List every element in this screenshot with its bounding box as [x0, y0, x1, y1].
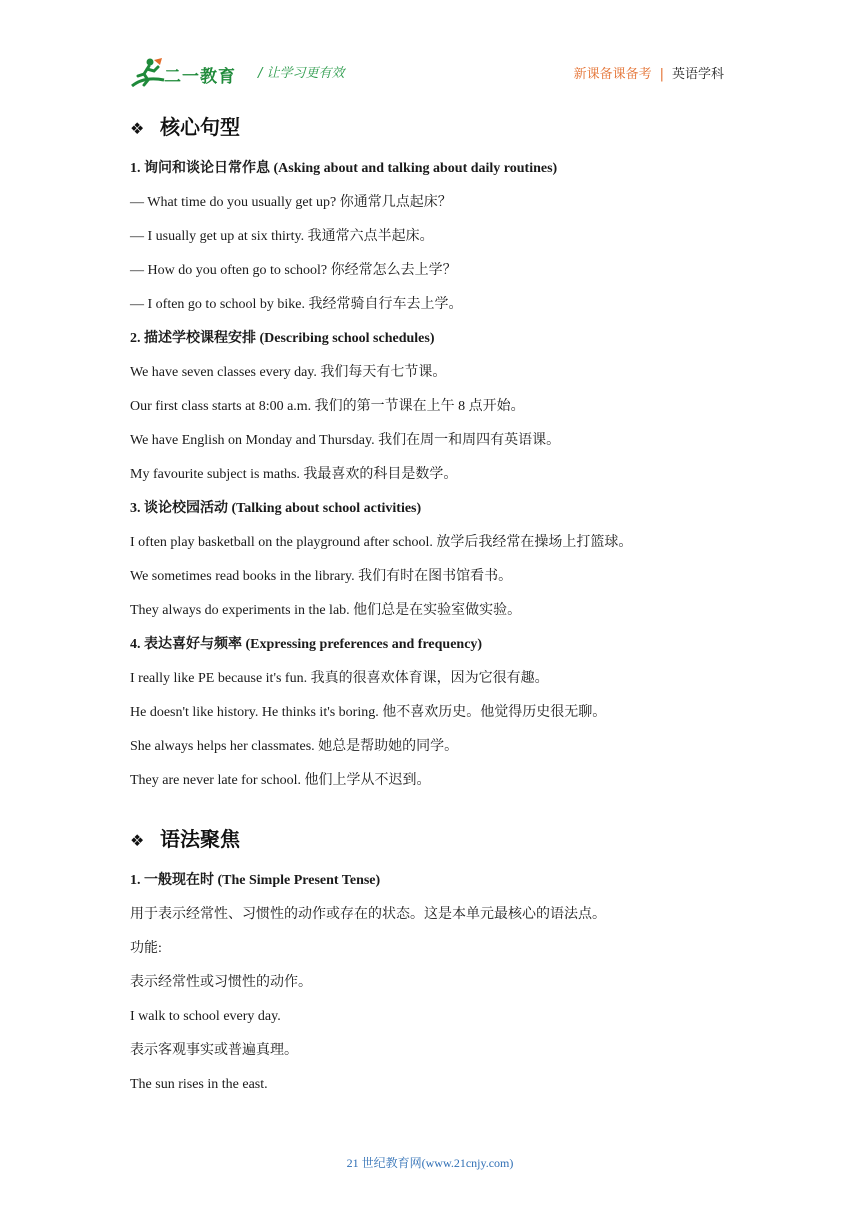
subsection-heading: 4. 表达喜好与频率 (Expressing preferences and frequency): [130, 637, 483, 652]
example-sentence: We have seven classes every day. 我们每天有七节课。: [130, 365, 447, 380]
brand-logo: [130, 56, 242, 90]
header-subject: [574, 63, 724, 82]
example-sentence: — I often go to school by bike. 我经常骑自行车去上学。: [130, 297, 463, 312]
subsection-heading: 3. 谈论校园活动 (Talking about school activities): [130, 501, 422, 516]
logo-text: 二一教育: [164, 67, 236, 87]
slogan: / 让学习更有效: [258, 66, 345, 81]
example-sentence: — I usually get up at six thirty. 我通常六点半起床。: [130, 229, 434, 244]
example-sentence: — What time do you usually get up? 你通常几点起床？: [130, 195, 452, 210]
diamond-bullet-icon: ❖: [130, 831, 145, 850]
section-title-text: 语法聚焦: [160, 827, 240, 851]
diamond-bullet-icon: ❖: [130, 119, 145, 138]
example-sentence: — How do you often go to school? 你经常怎么去上学？: [130, 263, 457, 278]
header-subject-label: 英语学科: [671, 67, 724, 82]
example-sentence: We sometimes read books in the library. 我们有时在图书馆看书。: [130, 569, 513, 584]
example-sentence: Our first class starts at 8:00 a.m. 我们的第一节课在上午 8 点开始。: [130, 399, 525, 414]
example-sentence: We have English on Monday and Thursday. 我们在周一和周四有英语课。: [130, 433, 561, 448]
runner-logo-icon: [130, 56, 166, 90]
subsection-heading: 1. 一般现在时 (The Simple Present Tense): [130, 873, 381, 888]
example-sentence: 功能:: [130, 941, 162, 956]
example-sentence: They always do experiments in the lab. 他们总是在实验室做实验。: [130, 603, 522, 618]
header-course-label: 新课备课备考: [573, 67, 652, 82]
section-title-text: 核心句型: [160, 115, 240, 139]
example-sentence: They are never late for school. 他们上学从不迟到。: [130, 773, 431, 788]
section-spacer: [130, 798, 730, 824]
section-title: [130, 112, 730, 142]
page-footer: 21 世纪教育网(www.21cnjy.com): [346, 1156, 514, 1170]
example-sentence: 表示客观事实或普遍真理。: [130, 1043, 298, 1058]
example-sentence: My favourite subject is maths. 我最喜欢的科目是数学。: [130, 467, 458, 482]
example-sentence: He doesn't like history. He thinks it's boring. 他不喜欢历史。他觉得历史很无聊。: [130, 705, 607, 720]
page-header: [130, 56, 730, 90]
example-sentence: She always helps her classmates. 她总是帮助她的同学。: [130, 739, 459, 754]
section-title: [130, 824, 730, 854]
example-sentence: The sun rises in the east.: [130, 1077, 268, 1092]
subsection-heading: 2. 描述学校课程安排 (Describing school schedules): [130, 331, 435, 346]
example-sentence: I walk to school every day.: [130, 1009, 281, 1024]
example-sentence: 用于表示经常性、习惯性的动作或存在的状态。这是本单元最核心的语法点。: [130, 907, 606, 922]
subsection-heading: 1. 询问和谈论日常作息 (Asking about and talking about daily routines): [130, 161, 558, 176]
example-sentence: I really like PE because it's fun. 我真的很喜欢体育课，因为它很有趣。: [130, 671, 549, 686]
document-body: [130, 112, 730, 1102]
example-sentence: 表示经常性或习惯性的动作。: [130, 975, 312, 990]
example-sentence: I often play basketball on the playground after school. 放学后我经常在操场上打篮球。: [130, 535, 633, 550]
header-separator: |: [659, 67, 664, 82]
